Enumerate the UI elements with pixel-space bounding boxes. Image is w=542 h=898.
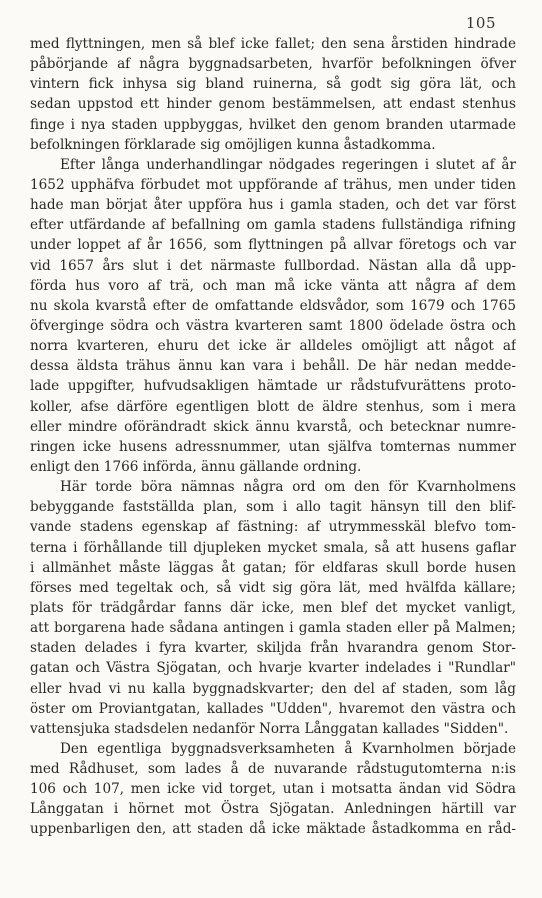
text-line: plats för trädgårdar fanns där icke, men blef det mycket vanligt, [30, 599, 516, 616]
text-line: påbörjande af några byggnadsarbeten, hvarför befolkningen öfver [30, 56, 516, 73]
text-line: Här torde böra nämnas några ord om den för Kvarnholmens [60, 479, 516, 496]
text-line: terna i förhållande till djupleken mycket smala, så att husens gaflar [30, 539, 516, 556]
text-line: finge i nya staden uppbyggas, hvilket den genom branden utarmade [30, 116, 516, 133]
text-line: enligt den 1766 införda, ännu gällande ordning. [30, 458, 362, 475]
page-number: 105 [465, 14, 496, 32]
text-line: ringen icke husens adressnummer, utan själfva tomternas nummer [30, 438, 516, 455]
text-line: 1652 upphäfva förbudet mot uppförande af trähus, men under tiden [30, 176, 516, 193]
text-line: lade uppgifter, hufvudsakligen hämtade ur rådstufvurättens proto- [30, 378, 516, 395]
text-line: Den egentliga byggnadsverksamheten å Kvarnholmen började [60, 740, 516, 757]
text-line: Efter långa underhandlingar nödgades regeringen i slutet af år [60, 156, 516, 173]
text-line: dessa äldsta trähus ännu kan vara i behåll. De här nedan medde- [30, 358, 516, 375]
text-line: i allmänhet måste läggas åt gatan; för eldfaras skull borde husen [30, 559, 516, 576]
text-line: vattensjuka stadsdelen nedanför Norra Långgatan kallades "Sidden". [30, 720, 509, 737]
text-line: att borgarena hade sådana antingen i gamla staden eller på Malmen; [30, 620, 516, 637]
text-line: under loppet af år 1656, som flyttningen på allvar företogs och var [30, 237, 516, 254]
text-line: norra kvarteren, ehuru det icke är alldeles omöjligt att något af [30, 338, 516, 355]
text-line: förses med tegeltak och, så vidt sig göra lät, med hvälfda källare; [30, 579, 516, 596]
text-line: Långgatan i hörnet mot Östra Sjögatan. Anledningen härtill var [30, 801, 516, 818]
text-line: vande stadens egenskap af fästning: af utrymmesskäl blefvo tom- [30, 519, 516, 536]
text-line: befolkningen förklarade sig omöjligen kunna åstadkomma. [30, 136, 436, 153]
text-line: 106 och 107, men icke vid torget, utan i motsatta ändan vid Södra [30, 781, 516, 798]
text-line: vid 1657 års slut i det närmaste fullbordad. Nästan alla då upp- [30, 257, 516, 274]
text-line: efter utfärdande af befallning om gamla stadens fullständiga rifning [30, 217, 516, 234]
text-line: staden delades i fyra kvarter, skiljda från hvarandra genom Stor- [30, 640, 516, 657]
text-line: öfverginge södra och västra kvarteren samt 1800 ödelade östra och [30, 317, 516, 334]
text-line: öster om Proviantgatan, kallades "Udden", hvaremot den västra och [30, 700, 516, 717]
text-line: eller hvad vi nu kalla byggnadskvarter; den del af staden, som låg [30, 680, 516, 697]
text-line: gatan och Västra Sjögatan, och hvarje kvarter indelades i "Rundlar" [30, 660, 516, 677]
text-line: förda hus voro af trä, och man må icke vänta att några af dem [30, 277, 516, 294]
text-line: uppenbarligen den, att staden då icke mäktade åstadkomma en råd- [30, 821, 516, 838]
text-line: nu skola kvarstå efter de omfattande eldsvådor, som 1679 och 1765 [30, 297, 516, 314]
body-text [30, 34, 516, 840]
text-line: koller, afse därföre egentligen blott de äldre stenhus, som i mera [30, 398, 516, 415]
text-line: bebyggande fastställda plan, som i allo tagit hänsyn till den blif- [30, 499, 516, 516]
text-line: eller mindre oförändradt skick ännu kvarstå, och betecknar numre- [30, 418, 516, 435]
text-line: med flyttningen, men så blef icke fallet; den sena årstiden hindrade [30, 36, 516, 52]
text-line: vintern fick inhysa sig bland ruinerna, så godt sig göra lät, och [30, 76, 516, 93]
text-line: hade man börjat åter uppföra hus i gamla staden, och det var först [30, 197, 516, 214]
text-line: med Rådhuset, som lades å de nuvarande rådstugutomterna n:is [30, 761, 516, 778]
text-line: sedan uppstod ett hinder genom bestämmelsen, att endast stenhus [30, 96, 516, 113]
